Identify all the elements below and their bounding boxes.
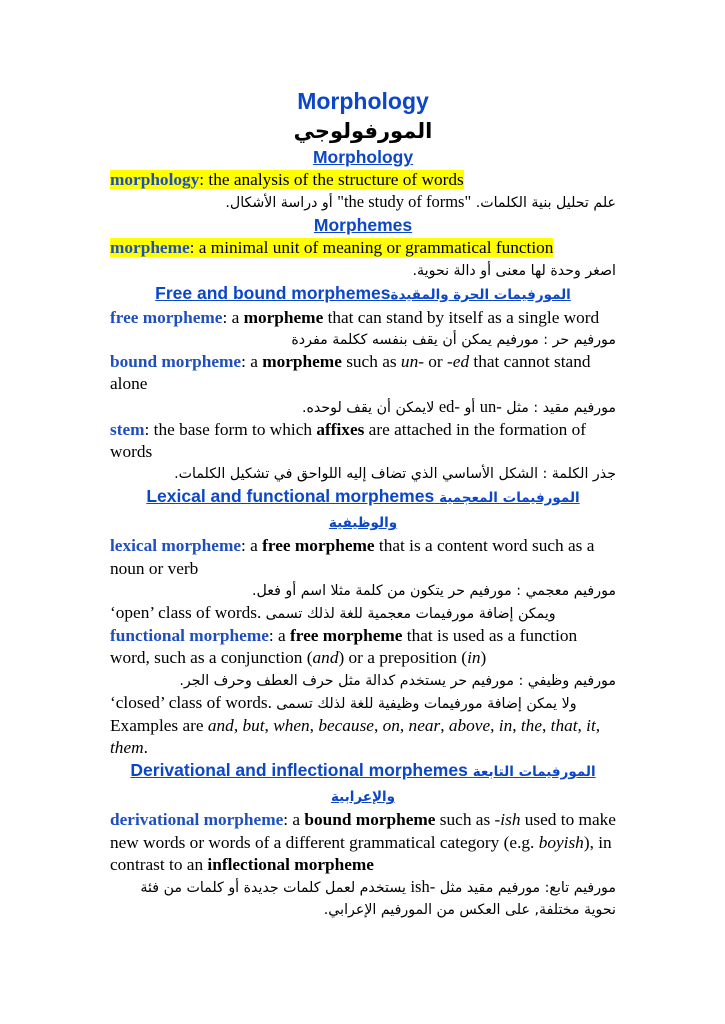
- section-heading-lexical-functional: Lexical and functional morphemes المورفيمات المعجمية والوظيفية: [146, 486, 580, 532]
- term-morpheme: morpheme: [110, 238, 190, 258]
- page-title: Morphology: [297, 88, 429, 114]
- definition-stem: stem: the base form to which affixes are attached in the formation of words: [110, 419, 587, 462]
- arabic-definition-morphology: علم تحليل بنية الكلمات. "the study of forms" أو دراسة الأشكال.: [225, 192, 616, 212]
- open-class-note: ‘open’ class of words. ويمكن إضافة مورفيمات معجمية للغة لذلك تسمى: [110, 603, 556, 623]
- definition-derivational-morpheme: derivational morpheme: a bound morpheme such as -ish used to make new words or words of a different grammatical category (e.g. boyish), in contrast to an inflectional morpheme: [110, 810, 616, 874]
- document-content: [110, 86, 616, 921]
- arabic-definition-free-morpheme: مورفيم حر : مورفيم يمكن أن يقف بنفسه ككلمة مفردة: [291, 332, 616, 349]
- section-heading-morphology: Morphology: [312, 147, 414, 167]
- definition-morpheme: morpheme: a minimal unit of meaning or grammatical function: [110, 238, 554, 258]
- definition-lexical-morpheme: lexical morpheme: a free morpheme that is a content word such as a noun or verb: [110, 536, 595, 578]
- definition-bound-morpheme: bound morpheme: a morpheme such as un- or -ed that cannot stand alone: [110, 352, 591, 394]
- section-heading-derivational-inflectional: Derivational and inflectional morphemes المورفيمات التابعة والإعرابية: [130, 760, 596, 806]
- section-heading-free-bound: Free and bound morphemesالمورفيمات الحرة والمقيدة: [155, 282, 571, 303]
- term-bound-morpheme: bound morpheme: [110, 352, 242, 372]
- definition-morphology: morphology: the analysis of the structure of words: [110, 170, 464, 189]
- term-free-morpheme: free morpheme: [110, 307, 223, 327]
- arabic-definition-stem: جذر الكلمة : الشكل الأساسي الذي تضاف إليه اللواحق في تشكيل الكلمات.: [174, 466, 616, 483]
- arabic-definition-derivational-morpheme: مورفيم تابع: مورفيم مقيد مثل ish- يستخدم لعمل كلمات جديدة أو كلمات من فئة نحوية مختلفة, على العكس من المورفيم الإعرابي.: [140, 877, 616, 919]
- page-title-arabic: المورفولوجي: [293, 119, 433, 143]
- closed-class-note: ‘closed’ class of words. ولا يمكن إضافة مورفيمات وظيفية للغة لذلك تسمى: [110, 692, 577, 712]
- function-word-examples: Examples are and, but, when, because, on, near, above, in, the, that, it, them.: [110, 716, 601, 758]
- term-lexical-morpheme: lexical morpheme: [110, 536, 242, 556]
- definition-free-morpheme: free morpheme: a morpheme that can stand by itself as a single word: [110, 307, 600, 327]
- term-derivational-morpheme: derivational morpheme: [110, 810, 284, 830]
- arabic-definition-lexical-morpheme: مورفيم معجمي : مورفيم حر يتكون من كلمة مثلا اسم أو فعل.: [252, 582, 616, 599]
- arabic-definition-morpheme: اصغر وحدة لها معنى أو دالة نحوية.: [412, 262, 616, 279]
- term-stem: stem: [110, 419, 145, 439]
- arabic-definition-bound-morpheme: مورفيم مقيد : مثل un- أو ed- لايمكن أن يقف لوحده.: [301, 396, 616, 416]
- arabic-definition-functional-morpheme: مورفيم وظيفي : مورفيم حر يستخدم كدالة مثل حرف العطف وحرف الجر.: [179, 672, 616, 689]
- section-heading-morphemes: Morphemes: [313, 215, 413, 236]
- term-morphology: morphology: [110, 170, 200, 189]
- definition-functional-morpheme: functional morpheme: a free morpheme that is used as a function word, such as a conjunction (and) or a preposition (in): [110, 626, 578, 668]
- term-functional-morpheme: functional morpheme: [110, 626, 269, 646]
